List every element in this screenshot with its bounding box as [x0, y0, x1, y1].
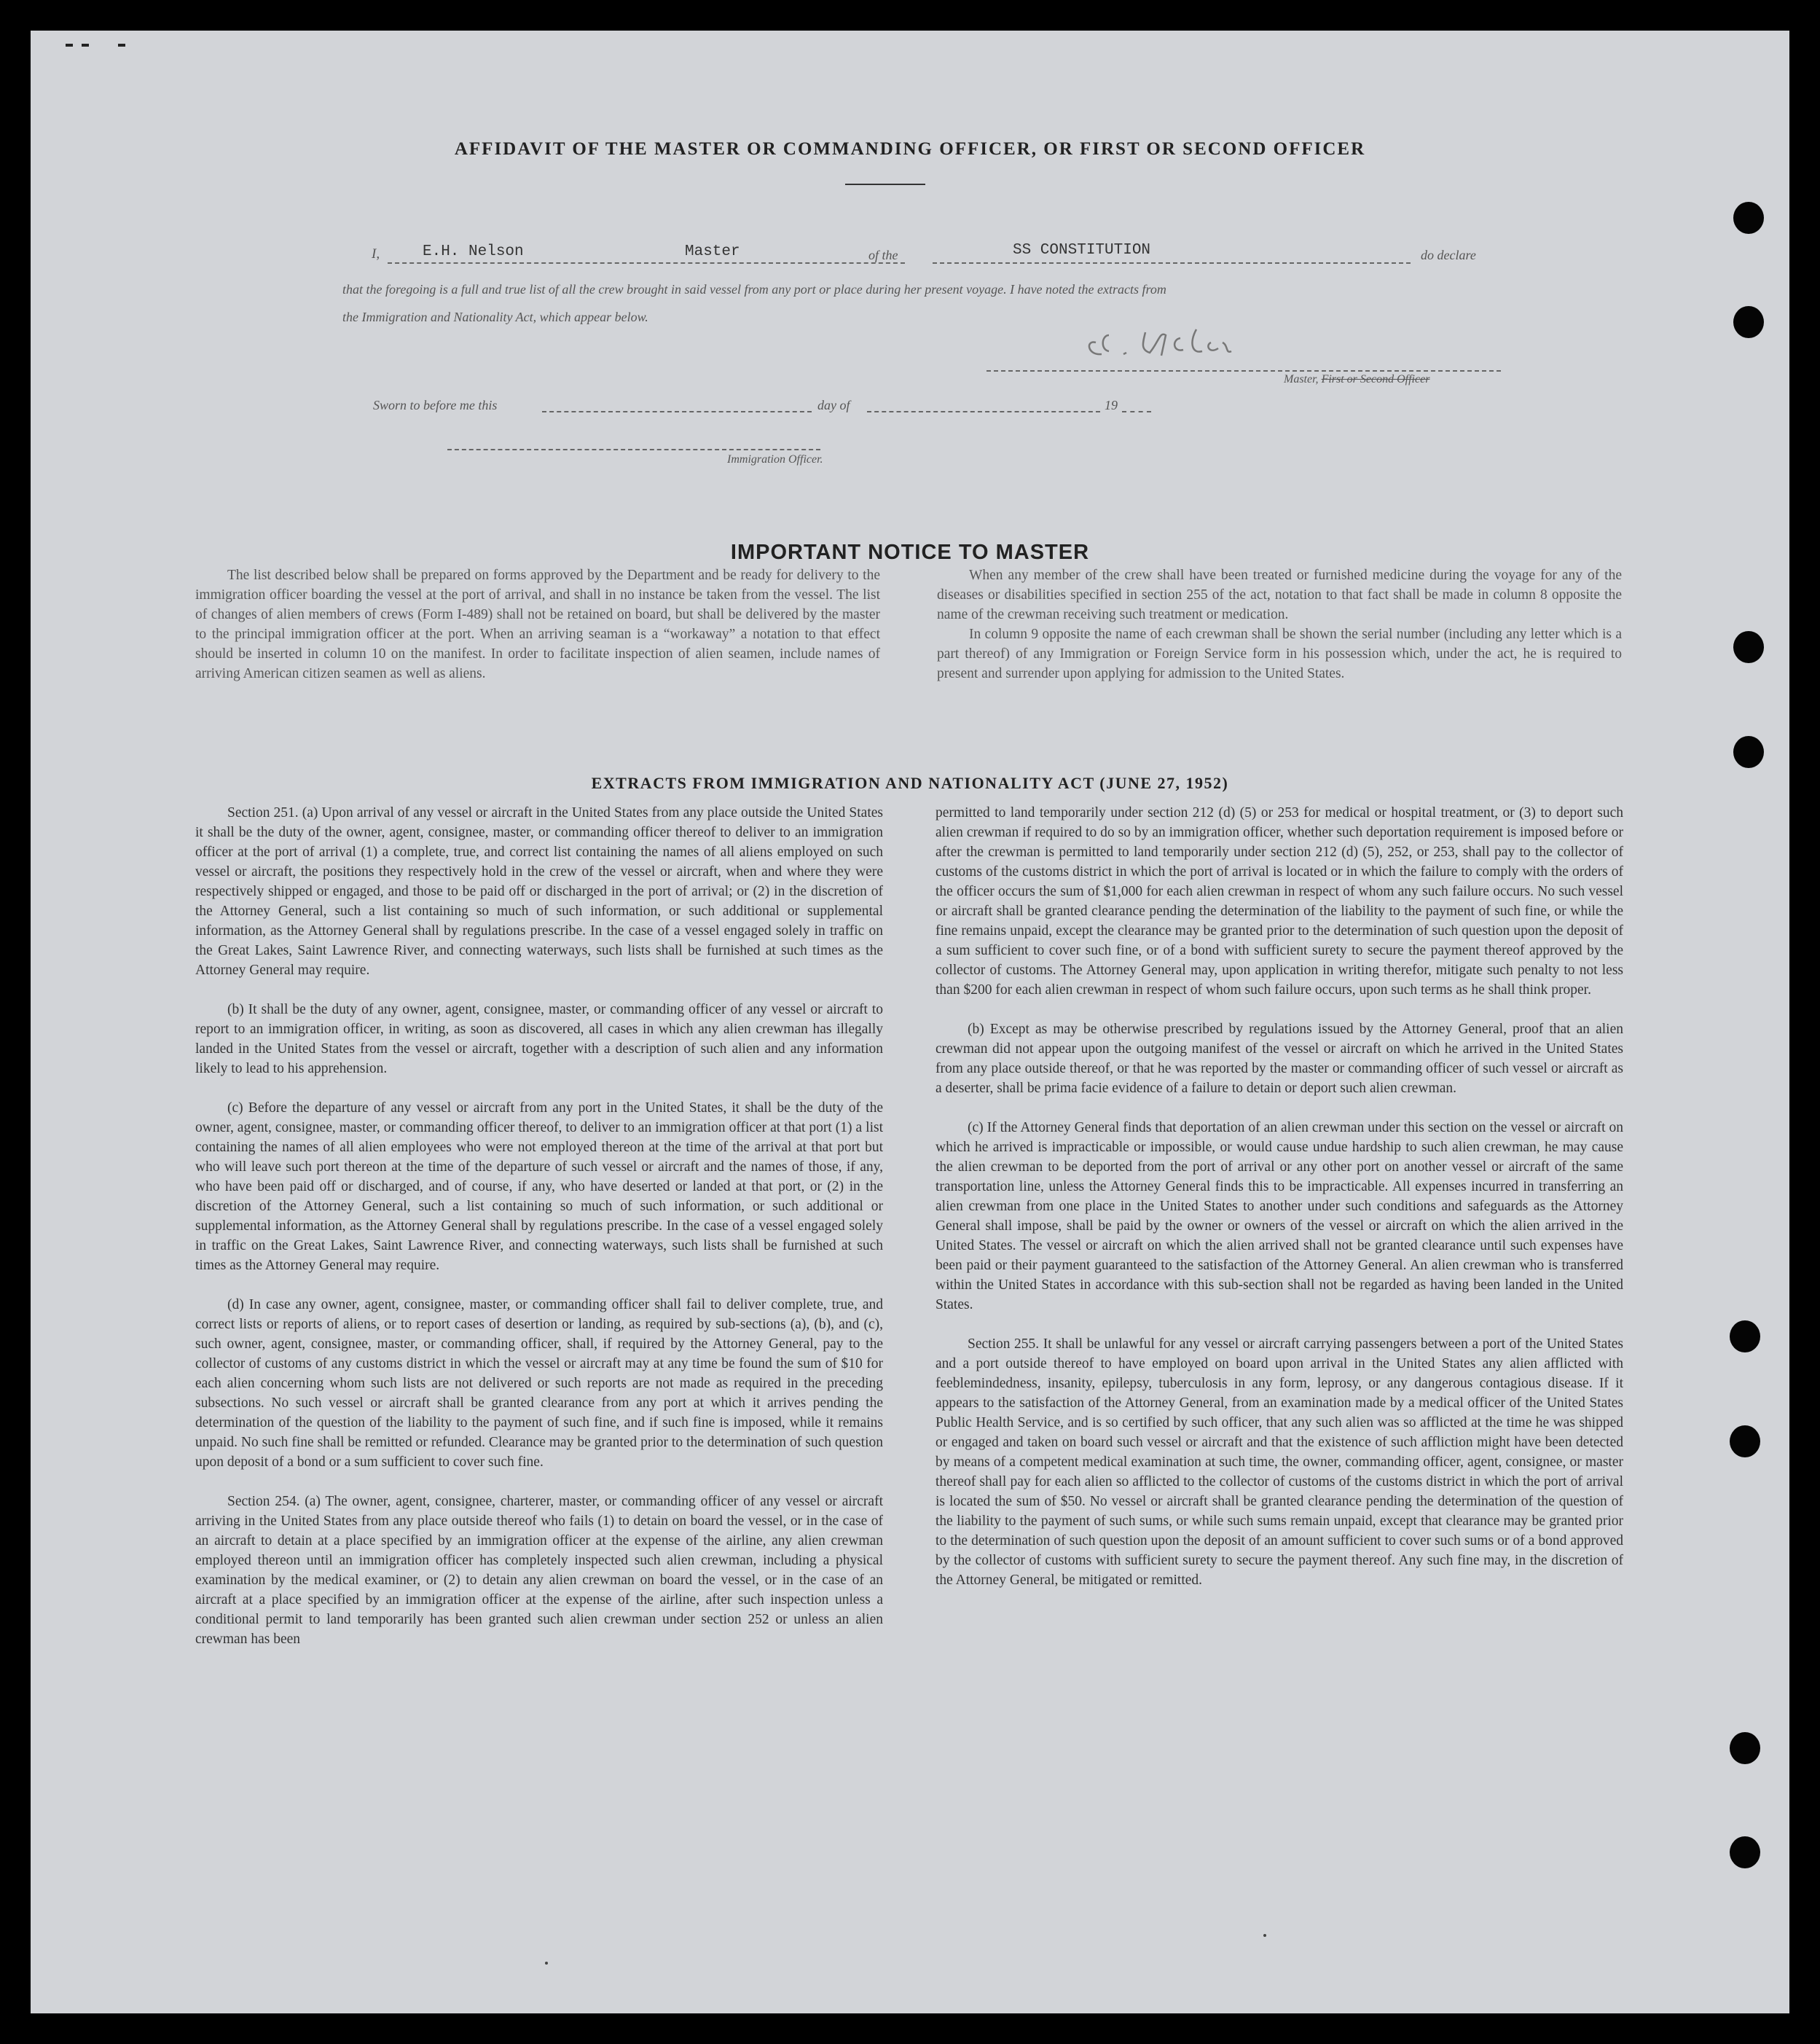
binder-hole	[1733, 736, 1764, 768]
notice-left-column	[195, 565, 880, 684]
day-of-label: day of	[817, 398, 850, 412]
vessel-line	[933, 262, 1411, 264]
statement-line-2: the Immigration and Nationality Act, which appear below.	[342, 310, 648, 324]
vessel-name: SS CONSTITUTION	[1013, 242, 1151, 259]
officer-line	[447, 449, 820, 450]
extract-section-251-d: (d) In case any owner, agent, consignee, master, or commanding officer shall fail to deliver complete, true, and correct lists or reports of aliens, or to report cases of desertion or landing, as required by sub-sections (a), (b), and (c), such owner, agent, consignee, master, or commanding officer, shall, if required by the Attorney General, pay to the collector of customs of any customs district in which the vessel or aircraft may at any time be found the sum of $10 for each alien concerning whom such lists are not delivered or such reports are not made as required in the preceding subsections. No such vessel or aircraft shall be granted clearance from any port at which it arrives pending the determination of the question of the liability to the payment of such fine, and if such fine is imposed, while it remains unpaid. No such fine shall be remitted or refunded. Clearance may be granted prior to the determination of such question upon deposit of a bond or a sum sufficient to cover such fine.	[195, 1297, 883, 1470]
signer-label-master: Master,	[1284, 373, 1319, 385]
extracts-title: EXTRACTS FROM IMMIGRATION AND NATIONALITY ACT (JUNE 27, 1952)	[591, 774, 1229, 792]
signer-label	[1284, 373, 1429, 386]
corner-mark	[118, 44, 125, 47]
title-underline	[845, 184, 925, 185]
extract-section-254-c: (c) If the Attorney General finds that deportation of an alien crewman under this section on the vessel or aircraft on which he arrived is impracticable or impossible, or would cause undue hardship to such alien crewman, he may cause the alien crewman to be deported from the port of arrival or any other port on another vessel or aircraft of the same transportation line, unless the Attorney General finds this to be impracticable. All expenses incurred in transferring an alien crewman from one place in the United States to another under such conditions and safeguards as the Attorney General shall impose, shall be paid by the owner or owners of the vessel or aircraft on which the alien arrived in the United States. The vessel or aircraft on which the alien arrived shall not be granted clearance until such expenses have been paid or their payment guaranteed to the satisfaction of the Attorney General. An alien crewman who is transferred within the United States in accordance with this sub-section shall not be regarded as having been landed in the United States.	[936, 1120, 1623, 1312]
sworn-label: Sworn to before me this	[373, 398, 498, 412]
corner-mark	[82, 44, 89, 47]
officer-label: Immigration Officer.	[727, 453, 823, 466]
corner-mark	[66, 44, 73, 47]
binder-hole	[1733, 202, 1764, 234]
extract-section-254-b: (b) Except as may be otherwise prescribed by regulations issued by the Attorney General, proof that an alien crewman did not appear upon the outgoing manifest of the vessel or aircraft on which he arrived in the United States from any place outside thereof, or that he was reported by the master or commanding officer of such vessel or aircraft as a deserter, shall be prima facie evidence of a failure to detain or deport such alien crewman.	[936, 1022, 1623, 1096]
extract-section-255: Section 255. It shall be unlawful for any vessel or aircraft carrying passengers between a port of the United States and a port outside thereof to have employed on board upon arrival in the United States any alien afflicted with feeblemindedness, insanity, epilepsy, tuberculosis in any form, leprosy, or any dangerous contagious disease. If it appears to the satisfaction of the Attorney General, from an examination made by a medical officer of the United States Public Health Service, and is so certified by such officer, that any such alien was so afflicted at the time he was shipped or engaged and taken on board such vessel or aircraft and that the existence of such affliction might have been detected by means of a competent medical examination at such time, the owner, commanding officer, agent, consignee, or master thereof shall pay for each alien so afflicted to the collector of customs of the customs district in which the port of arrival is located the sum of $50. No vessel or aircraft shall be granted clearance pending the determination of the question of the liability to the payment of such sums, or while such sums remain unpaid, except that clearance may be granted prior to the determination of such question upon the deposit of an amount sufficient to cover such sums or of a bond approved by the collector of customs with sufficient surety to secure the payment thereof. Any such fine may, in the discretion of the Attorney General, be mitigated or remitted.	[936, 1336, 1623, 1588]
document-page	[31, 31, 1789, 2013]
signer-label-struck: First or Second Officer	[1321, 373, 1430, 385]
of-the-label: of the	[868, 248, 898, 262]
speck	[1263, 1934, 1266, 1937]
master-name: E.H. Nelson	[423, 243, 524, 260]
declare-label: do declare	[1421, 248, 1476, 262]
extract-section-254-a-cont: permitted to land temporarily under section 212 (d) (5) or 253 for medical or hospital treatment, or (3) to deport such alien crewman if required to do so by an immigration officer, whether such deportation requirement is imposed before or after the crewman is permitted to land temporarily under section 212 (d) (5), 252, or 253, shall pay to the collector of customs of the customs district in which the port of arrival is located or in which the failure to comply with the orders of the officer occurs the sum of $1,000 for each alien crewman in respect of whom any such failure occurs. No such vessel or aircraft shall be granted clearance pending the determination of the liability to the payment of such fine, or while the fine remains unpaid, except the clearance may be granted prior to the determination of such question upon the deposit of a sum sufficient to cover such fine, or of a bond with sufficient surety to secure the payment thereof approved by the collector of customs. The Attorney General may, upon application in writing therefor, mitigate such penalty to not less than $200 for each alien crewman in respect of whom such failure occurs, upon such terms as he shall think proper.	[936, 805, 1623, 998]
notice-right-paragraph-2: In column 9 opposite the name of each crewman shall be shown the serial number (including any letter which is a part thereof) of any Immigration or Foreign Service form in his possession which, under the act, he is required to present and surrender upon applying for admission to the United States.	[937, 627, 1622, 681]
notice-left-paragraph: The list described below shall be prepared on forms approved by the Department and be ready for delivery to the immigration officer boarding the vessel at the port of arrival, and shall in no instance be taken from the vessel. The list of changes of alien members of crews (Form I-489) shall not be retained on board, but shall be delivered by the master to the principal immigration officer at the port. When an arriving seaman is a “workaway” a notation to that effect should be inserted in column 10 on the manifest. In order to facilitate inspection of alien seamen, include names of arriving American citizen seamen as well as aliens.	[195, 568, 880, 681]
binder-hole	[1730, 1732, 1760, 1764]
i-label: I,	[372, 246, 380, 262]
affidavit-title: AFFIDAVIT OF THE MASTER OR COMMANDING OFFICER, OR FIRST OR SECOND OFFICER	[454, 139, 1366, 159]
extract-section-251-c: (c) Before the departure of any vessel or aircraft from any port in the United States, it shall be the duty of the owner, agent, consignee, master, or commanding officer thereof, to deliver to an immigration officer at that port (1) a list containing the names of all alien employees who were not employed thereon at the time of the arrival at that port but who will leave such port thereon at the time of the departure of such vessel or aircraft and the names of those, if any, who have been paid off or discharged, and of course, if any, who have deserted or landed at that port, or (2) in the discretion of the Attorney General, such a list containing so much of such information, or such additional or supplemental information, as the Attorney General shall by regulations prescribe. In the case of a vessel engaged solely in traffic on the Great Lakes, Saint Lawrence River, and connecting waterways, such lists shall be furnished at such times as the Attorney General may require.	[195, 1100, 883, 1273]
year-label: 19	[1105, 398, 1118, 412]
sworn-month-line	[867, 411, 1100, 412]
binder-hole	[1730, 1320, 1760, 1352]
affidavit-statement	[342, 275, 1508, 331]
binder-hole	[1730, 1836, 1760, 1868]
notice-right-column	[937, 565, 1622, 684]
sworn-day-line	[542, 411, 812, 412]
master-rank: Master	[685, 243, 740, 260]
extracts-right-column	[936, 803, 1623, 1610]
extracts-left-column	[195, 803, 883, 1669]
speck	[545, 1962, 548, 1965]
notice-title: IMPORTANT NOTICE TO MASTER	[730, 541, 1090, 564]
year-line	[1122, 411, 1151, 412]
extract-section-251-b: (b) It shall be the duty of any owner, agent, consignee, master, or commanding officer of any vessel or aircraft to report to an immigration officer, in writing, as soon as discovered, all cases in which any alien crewman has illegally landed in the United States from the vessel or aircraft, together with a description of such alien and any information likely to lead to his apprehension.	[195, 1002, 883, 1076]
binder-hole	[1733, 631, 1764, 663]
binder-hole	[1733, 306, 1764, 338]
notice-right-paragraph-1: When any member of the crew shall have been treated or furnished medicine during the voyage for any of the diseases or disabilities specified in section 255 of the act, notation to that fact shall be made in column 8 opposite the name of the crewman receiving such treatment or medication.	[937, 568, 1622, 622]
signature-line	[987, 370, 1501, 372]
binder-hole	[1730, 1425, 1760, 1457]
name-line	[388, 262, 905, 264]
master-signature	[1080, 313, 1298, 372]
extract-section-254-a: Section 254. (a) The owner, agent, consignee, charterer, master, or commanding officer of any vessel or aircraft arriving in the United States from any place outside thereof who fails (1) to detain on board the vessel, or in the case of an aircraft to detain at a place specified by an immigration officer at the expense of the airline, any alien crewman employed thereon until an immigration officer has completely inspected such alien crewman, including a physical examination by the medical examiner, or (2) to detain any alien crewman on board the vessel, or in the case of an aircraft at a place specified by an immigration officer at the expense of the airline, after such inspection unless a conditional permit to land temporarily has been granted such alien crewman under section 252 or unless an alien crewman has been	[195, 1494, 883, 1647]
extract-section-251-a: Section 251. (a) Upon arrival of any vessel or aircraft in the United States from any place outside the United States it shall be the duty of the owner, agent, consignee, master, or commanding officer thereof to deliver to an immigration officer at the port of arrival (1) a complete, true, and correct list containing the names of all aliens employed on such vessel or aircraft, the positions they respectively hold in the crew of the vessel or aircraft, when and where they were respectively shipped or engaged, and those to be paid off or discharged in the port of arrival; or (2) in the discretion of the Attorney General, such a list containing so much of such information, or such additional or supplemental information, as the Attorney General shall by regulations prescribe. In the case of a vessel engaged solely in traffic on the Great Lakes, Saint Lawrence River, and connecting waterways, such lists shall be furnished at such times as the Attorney General may require.	[195, 805, 883, 978]
statement-line-1: that the foregoing is a full and true list of all the crew brought in said vessel from any port or place during her present voyage. I have noted the extracts from	[342, 282, 1166, 297]
